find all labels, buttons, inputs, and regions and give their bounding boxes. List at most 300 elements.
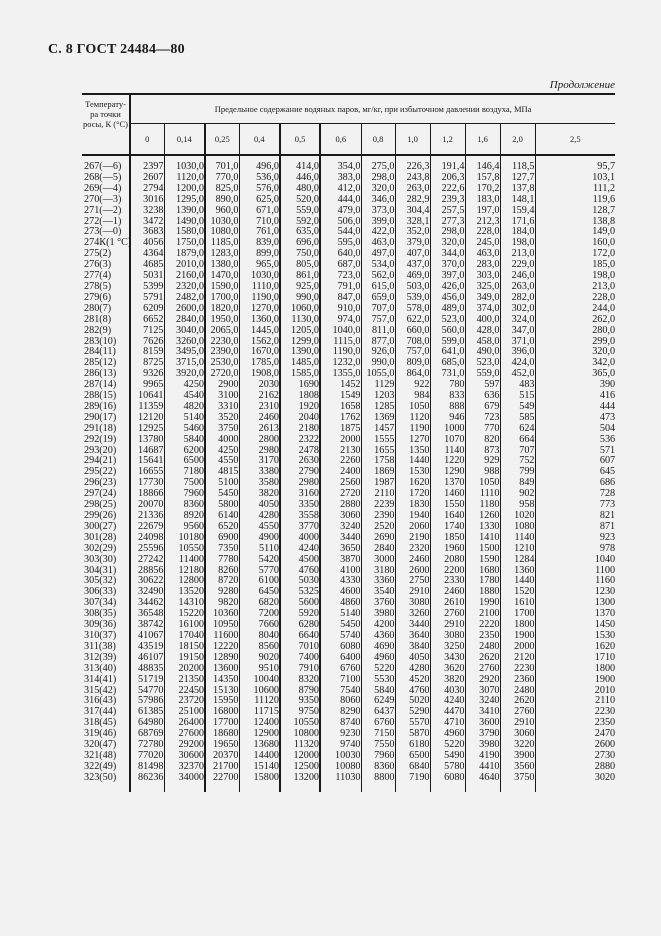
vapor-content-cell: 8159 xyxy=(130,347,164,358)
vapor-content-cell: 890,0 xyxy=(205,195,239,206)
vapor-content-cell: 21700 xyxy=(205,762,239,773)
vapor-content-cell: 9020 xyxy=(239,653,280,664)
vapor-content-cell: 9350 xyxy=(280,696,320,707)
vapor-content-cell: 1299,0 xyxy=(280,337,320,348)
dew-point-temperature-cell: 274К(1 °С) xyxy=(84,237,132,249)
vapor-content-cell: 1785,0 xyxy=(239,358,280,369)
vapor-content-cell: 3170 xyxy=(239,456,280,467)
vapor-content-cell: 3820 xyxy=(430,675,465,686)
vapor-content-cell: 1270,0 xyxy=(239,304,280,315)
vapor-content-cell: 13780 xyxy=(130,435,164,446)
dew-point-temperature-cell: 318(45) xyxy=(82,718,130,729)
vapor-content-cell: 723,0 xyxy=(320,271,361,282)
vapor-content-cell: 1115,0 xyxy=(320,337,361,348)
vapor-content-cell: 6249 xyxy=(361,696,395,707)
vapor-content-cell: 1040 xyxy=(535,555,615,566)
vapor-content-cell: 226,3 xyxy=(395,155,430,173)
vapor-content-cell: 479,0 xyxy=(320,206,361,217)
vapor-content-cell: 1129 xyxy=(361,380,395,391)
vapor-content-cell: 10550 xyxy=(280,718,320,729)
vapor-content-cell: 585 xyxy=(500,413,535,424)
vapor-content-cell: 825,0 xyxy=(205,184,239,195)
vapor-content-cell: 1020 xyxy=(500,511,535,522)
vapor-content-cell: 17040 xyxy=(164,631,205,642)
vapor-content-cell: 2350 xyxy=(465,631,500,642)
vapor-content-cell: 1000 xyxy=(430,424,465,435)
vapor-content-cell: 2750 xyxy=(395,576,430,587)
vapor-content-cell: 1295,0 xyxy=(164,195,205,206)
vapor-content-cell: 119,6 xyxy=(535,195,615,206)
vapor-content-cell: 1100 xyxy=(535,566,615,577)
vapor-content-cell: 2460 xyxy=(239,413,280,424)
vapor-content-cell: 910,0 xyxy=(320,304,361,315)
vapor-content-cell: 18680 xyxy=(205,729,239,740)
vapor-content-cell: 7550 xyxy=(361,740,395,751)
vapor-content-cell: 10641 xyxy=(130,391,164,402)
vapor-content-cell: 1190 xyxy=(395,424,430,435)
vapor-content-cell: 4240 xyxy=(280,544,320,555)
page-header: С. 8 ГОСТ 24484—80 xyxy=(48,42,185,57)
vapor-content-cell: 15800 xyxy=(239,773,280,792)
table-row xyxy=(82,664,615,675)
vapor-content-cell: 5325 xyxy=(280,587,320,598)
dew-point-temperature-cell: 275(2) xyxy=(82,249,130,260)
vapor-content-cell: 379,0 xyxy=(395,238,430,249)
vapor-content-cell: 437,0 xyxy=(395,260,430,271)
vapor-content-cell: 263,0 xyxy=(500,282,535,293)
vapor-content-cell: 1390,0 xyxy=(164,206,205,217)
vapor-content-cell: 1445,0 xyxy=(239,326,280,337)
vapor-content-cell: 328,1 xyxy=(395,217,430,228)
vapor-content-cell: 10040 xyxy=(239,675,280,686)
vapor-content-cell: 48835 xyxy=(130,664,164,675)
dew-point-temperature-cell: 269(—4) xyxy=(82,184,130,195)
vapor-content-cell: 1055,0 xyxy=(361,369,395,380)
vapor-content-cell: 6080 xyxy=(320,642,361,653)
vapor-content-cell: 576,0 xyxy=(239,184,280,195)
vapor-content-cell: 303,0 xyxy=(465,271,500,282)
vapor-content-cell: 1640 xyxy=(430,511,465,522)
pressure-header-cell: 0,5 xyxy=(280,124,320,156)
vapor-content-cell: 728 xyxy=(535,489,615,500)
vapor-content-cell: 4640 xyxy=(465,773,500,792)
vapor-content-cell: 1185,0 xyxy=(205,238,239,249)
vapor-content-cell: 29200 xyxy=(164,740,205,751)
vapor-content-cell: 8790 xyxy=(280,686,320,697)
pressure-header-cell: 2,5 xyxy=(535,124,615,156)
vapor-content-cell: 1690 xyxy=(280,380,320,391)
vapor-content-cell: 2480 xyxy=(500,686,535,697)
vapor-content-cell: 12120 xyxy=(130,413,164,424)
vapor-content-cell: 3430 xyxy=(430,653,465,664)
vapor-content-cell: 25100 xyxy=(164,707,205,718)
vapor-content-cell: 61385 xyxy=(130,707,164,718)
vapor-content-cell: 2400 xyxy=(320,467,361,478)
vapor-content-cell: 8560 xyxy=(239,642,280,653)
vapor-content-cell: 5399 xyxy=(130,282,164,293)
vapor-content-cell: 701,0 xyxy=(205,155,239,173)
dew-point-temperature-cell: 273(—0) xyxy=(82,227,130,238)
vapor-content-cell: 320,0 xyxy=(430,238,465,249)
vapor-content-cell: 2100 xyxy=(465,609,500,620)
vapor-content-cell: 374,0 xyxy=(465,304,500,315)
vapor-content-cell: 371,0 xyxy=(500,337,535,348)
vapor-content-cell: 3060 xyxy=(500,729,535,740)
dew-point-temperature-cell: 284(11) xyxy=(82,347,130,358)
vapor-content-cell: 4250 xyxy=(164,380,205,391)
vapor-content-cell: 671,0 xyxy=(239,206,280,217)
vapor-content-cell: 1360,0 xyxy=(239,315,280,326)
vapor-content-cell: 3760 xyxy=(361,598,395,609)
pressure-header-cell: 1,6 xyxy=(465,124,500,156)
vapor-content-cell: 7910 xyxy=(280,664,320,675)
vapor-content-cell: 9740 xyxy=(320,740,361,751)
vapor-content-cell: 2360 xyxy=(500,675,535,686)
vapor-content-cell: 3310 xyxy=(205,402,239,413)
vapor-content-cell: 2760 xyxy=(465,664,500,675)
vapor-content-cell: 902 xyxy=(500,489,535,500)
vapor-content-cell: 707 xyxy=(500,446,535,457)
vapor-content-cell: 7660 xyxy=(239,620,280,631)
vapor-content-cell: 2065,0 xyxy=(205,326,239,337)
vapor-content-cell: 8060 xyxy=(320,696,361,707)
dew-point-temperature-cell: 317(44) xyxy=(82,707,130,718)
vapor-content-cell: 172,0 xyxy=(535,249,615,260)
vapor-content-cell: 9280 xyxy=(205,587,239,598)
vapor-content-cell: 1390,0 xyxy=(280,347,320,358)
vapor-content-cell: 10550 xyxy=(164,544,205,555)
vapor-content-cell: 1260 xyxy=(465,511,500,522)
table-row xyxy=(82,555,615,566)
vapor-content-cell: 3220 xyxy=(500,740,535,751)
vapor-content-cell: 2220 xyxy=(465,620,500,631)
pressure-header-cell: 0,4 xyxy=(239,124,280,156)
vapor-content-cell: 72780 xyxy=(130,740,164,751)
vapor-content-cell: 4815 xyxy=(205,467,239,478)
vapor-content-cell: 8320 xyxy=(280,675,320,686)
vapor-content-cell: 64980 xyxy=(130,718,164,729)
vapor-content-cell: 1780 xyxy=(465,576,500,587)
vapor-content-cell: 222,6 xyxy=(430,184,465,195)
vapor-content-cell: 2720,0 xyxy=(205,369,239,380)
vapor-content-cell: 2800 xyxy=(239,435,280,446)
vapor-content-cell: 597 xyxy=(465,380,500,391)
vapor-content-cell: 7350 xyxy=(205,544,239,555)
vapor-content-cell: 4360 xyxy=(361,631,395,642)
vapor-content-cell: 397,0 xyxy=(430,271,465,282)
vapor-content-cell: 32370 xyxy=(164,762,205,773)
vapor-content-cell: 3260,0 xyxy=(164,337,205,348)
dew-point-temperature-cell: 304(31) xyxy=(82,566,130,577)
vapor-content-cell: 1987 xyxy=(361,478,395,489)
vapor-content-cell: 349,0 xyxy=(465,293,500,304)
pressure-header-cell: 2,0 xyxy=(500,124,535,156)
vapor-content-cell: 6400 xyxy=(320,653,361,664)
vapor-content-cell: 424,0 xyxy=(500,358,535,369)
vapor-content-cell: 1820,0 xyxy=(205,304,239,315)
vapor-content-cell: 2330 xyxy=(430,576,465,587)
vapor-content-cell: 10800 xyxy=(280,729,320,740)
vapor-content-cell: 3350 xyxy=(280,500,320,511)
vapor-content-cell: 5140 xyxy=(320,609,361,620)
vapor-content-cell: 3250 xyxy=(430,642,465,653)
vapor-content-cell: 5031 xyxy=(130,271,164,282)
vapor-content-cell: 19650 xyxy=(205,740,239,751)
vapor-content-cell: 595,0 xyxy=(320,238,361,249)
vapor-content-cell: 354,0 xyxy=(320,155,361,173)
vapor-content-cell: 27600 xyxy=(164,729,205,740)
vapor-content-cell: 536,0 xyxy=(239,173,280,184)
vapor-content-cell: 16655 xyxy=(130,467,164,478)
vapor-content-cell: 3260 xyxy=(395,609,430,620)
dew-point-temperature-cell: 319(46) xyxy=(82,729,130,740)
vapor-content-cell: 2390 xyxy=(361,511,395,522)
vapor-content-cell: 160,0 xyxy=(535,238,615,249)
vapor-content-cell: 3440 xyxy=(395,620,430,631)
vapor-content-cell: 14687 xyxy=(130,446,164,457)
vapor-content-cell: 1030,0 xyxy=(205,217,239,228)
vapor-content-cell: 1190,0 xyxy=(320,347,361,358)
vapor-content-cell: 1284 xyxy=(500,555,535,566)
vapor-content-cell: 984 xyxy=(395,391,430,402)
vapor-content-cell: 3980 xyxy=(465,740,500,751)
vapor-content-cell: 3000 xyxy=(361,555,395,566)
vapor-content-cell: 899,0 xyxy=(239,249,280,260)
vapor-content-cell: 2040 xyxy=(280,413,320,424)
vapor-content-cell: 974,0 xyxy=(320,315,361,326)
vapor-content-cell: 444 xyxy=(535,402,615,413)
vapor-content-cell: 4000 xyxy=(280,533,320,544)
vapor-content-cell: 257,5 xyxy=(430,206,465,217)
vapor-content-cell: 302,0 xyxy=(500,304,535,315)
vapor-content-cell: 137,8 xyxy=(500,184,535,195)
dew-point-temperature-cell: 301(28) xyxy=(82,533,130,544)
vapor-content-cell: 635,0 xyxy=(280,227,320,238)
vapor-content-cell: 22450 xyxy=(164,686,205,697)
vapor-content-cell: 4240 xyxy=(430,696,465,707)
vapor-content-cell: 6100 xyxy=(239,576,280,587)
vapor-content-cell: 51719 xyxy=(130,675,164,686)
vapor-content-cell: 244,0 xyxy=(535,304,615,315)
vapor-content-cell: 1880 xyxy=(465,587,500,598)
vapor-content-cell: 282,0 xyxy=(500,293,535,304)
dew-point-temperature-cell: 299(26) xyxy=(82,511,130,522)
vapor-content-cell: 10080 xyxy=(320,762,361,773)
vapor-content-cell: 4500 xyxy=(280,555,320,566)
vapor-content-cell: 18866 xyxy=(130,489,164,500)
vapor-content-cell: 8260 xyxy=(205,566,239,577)
vapor-content-cell: 399,0 xyxy=(361,217,395,228)
vapor-content-cell: 9965 xyxy=(130,380,164,391)
vapor-content-cell: 888 xyxy=(430,402,465,413)
vapor-content-cell: 352,0 xyxy=(395,227,430,238)
vapor-content-cell: 3380 xyxy=(239,467,280,478)
vapor-content-cell: 849 xyxy=(500,478,535,489)
vapor-content-cell: 770,0 xyxy=(205,173,239,184)
vapor-content-cell: 723 xyxy=(465,413,500,424)
vapor-content-cell: 6080 xyxy=(430,773,465,792)
vapor-content-cell: 2120 xyxy=(500,653,535,664)
vapor-content-cell: 342,0 xyxy=(535,358,615,369)
vapor-content-cell: 5600 xyxy=(280,598,320,609)
vapor-content-cell: 946 xyxy=(430,413,465,424)
vapor-content-cell: 86236 xyxy=(130,773,164,792)
vapor-content-cell: 5030 xyxy=(280,576,320,587)
vapor-content-cell: 1369 xyxy=(361,413,395,424)
vapor-content-cell: 5110 xyxy=(239,544,280,555)
vapor-content-cell: 4540 xyxy=(164,391,205,402)
vapor-content-cell: 3240 xyxy=(465,696,500,707)
vapor-content-cell: 1900 xyxy=(500,631,535,642)
vapor-content-cell: 346,0 xyxy=(361,195,395,206)
vapor-content-cell: 95,7 xyxy=(535,155,615,173)
vapor-content-cell: 5450 xyxy=(320,620,361,631)
vapor-content-cell: 4900 xyxy=(239,533,280,544)
vapor-content-cell: 1900 xyxy=(535,675,615,686)
vapor-content-cell: 504 xyxy=(535,424,615,435)
vapor-content-cell: 708,0 xyxy=(395,337,430,348)
vapor-content-cell: 298,0 xyxy=(361,173,395,184)
vapor-content-cell: 6640 xyxy=(280,631,320,642)
pressure-header-cell: 1,0 xyxy=(395,124,430,156)
dew-point-temperature-cell: 278(5) xyxy=(82,282,130,293)
vapor-content-cell: 864,0 xyxy=(395,369,430,380)
vapor-content-cell: 4364 xyxy=(130,249,164,260)
dew-point-temperature-cell: 316(43) xyxy=(82,696,130,707)
vapor-content-cell: 5800 xyxy=(205,500,239,511)
vapor-content-cell: 2110 xyxy=(361,489,395,500)
vapor-content-cell: 128,7 xyxy=(535,206,615,217)
table-row xyxy=(82,435,615,446)
dew-point-temperature-cell: 287(14) xyxy=(82,380,130,391)
vapor-content-cell: 3790 xyxy=(465,729,500,740)
vapor-content-cell: 428,0 xyxy=(465,326,500,337)
vapor-content-cell: 2230,0 xyxy=(205,337,239,348)
vapor-content-cell: 710,0 xyxy=(239,217,280,228)
vapor-content-cell: 12180 xyxy=(164,566,205,577)
vapor-content-cell: 1758 xyxy=(361,456,395,467)
vapor-content-cell: 5780 xyxy=(430,762,465,773)
vapor-content-cell: 559,0 xyxy=(465,369,500,380)
vapor-content-cell: 990,0 xyxy=(280,293,320,304)
vapor-content-cell: 2690 xyxy=(361,533,395,544)
vapor-content-cell: 11715 xyxy=(239,707,280,718)
vapor-content-cell: 4470 xyxy=(430,707,465,718)
vapor-content-cell: 46107 xyxy=(130,653,164,664)
vapor-content-cell: 1620 xyxy=(535,642,615,653)
vapor-content-cell: 3870 xyxy=(320,555,361,566)
vapor-content-cell: 103,1 xyxy=(535,173,615,184)
vapor-content-cell: 820 xyxy=(465,435,500,446)
vapor-content-cell: 925,0 xyxy=(280,282,320,293)
vapor-content-cell: 38742 xyxy=(130,620,164,631)
vapor-content-cell: 1920 xyxy=(280,402,320,413)
vapor-content-cell: 32490 xyxy=(130,587,164,598)
vapor-content-cell: 1450 xyxy=(535,620,615,631)
vapor-content-cell: 3840 xyxy=(395,642,430,653)
vapor-content-cell: 54770 xyxy=(130,686,164,697)
vapor-content-cell: 383,0 xyxy=(320,173,361,184)
vapor-content-cell: 2760 xyxy=(430,609,465,620)
continuation-label: Продолжение xyxy=(549,79,615,91)
vapor-content-cell: 496,0 xyxy=(239,155,280,173)
vapor-content-cell: 212,3 xyxy=(465,217,500,228)
vapor-content-cell: 9326 xyxy=(130,369,164,380)
vapor-content-cell: 320,0 xyxy=(535,347,615,358)
vapor-content-cell: 1500 xyxy=(465,544,500,555)
vapor-content-cell: 4190 xyxy=(465,751,500,762)
vapor-content-cell: 3600 xyxy=(465,718,500,729)
vapor-content-cell: 229,0 xyxy=(500,260,535,271)
vapor-content-cell: 2530,0 xyxy=(205,358,239,369)
vapor-content-cell: 5220 xyxy=(361,664,395,675)
vapor-content-cell: 12890 xyxy=(205,653,239,664)
vapor-content-cell: 2980 xyxy=(239,446,280,457)
vapor-content-cell: 539,0 xyxy=(395,293,430,304)
dew-point-temperature-cell: 285(12) xyxy=(82,358,130,369)
vapor-content-cell: 1875 xyxy=(320,424,361,435)
vapor-content-cell: 22679 xyxy=(130,522,164,533)
dew-point-temperature-cell: 312(39) xyxy=(82,653,130,664)
vapor-content-cell: 390 xyxy=(535,380,615,391)
dew-point-temperature-cell: 286(13) xyxy=(82,369,130,380)
vapor-content-cell: 2520 xyxy=(361,522,395,533)
vapor-content-cell: 14400 xyxy=(239,751,280,762)
vapor-content-cell: 7150 xyxy=(361,729,395,740)
vapor-content-cell: 2162 xyxy=(239,391,280,402)
vapor-content-cell: 2180 xyxy=(280,424,320,435)
vapor-content-cell: 1200,0 xyxy=(164,184,205,195)
vapor-content-cell: 7180 xyxy=(164,467,205,478)
vapor-content-cell: 515 xyxy=(500,391,535,402)
vapor-content-cell: 480,0 xyxy=(280,184,320,195)
vapor-content-cell: 2239 xyxy=(361,500,395,511)
vapor-content-cell: 978 xyxy=(535,544,615,555)
vapor-content-cell: 7190 xyxy=(395,773,430,792)
vapor-content-cell: 1230 xyxy=(535,587,615,598)
vapor-content-cell: 2910 xyxy=(395,587,430,598)
dew-point-temperature-cell: 290(17) xyxy=(82,413,130,424)
vapor-content-cell: 23720 xyxy=(164,696,205,707)
vapor-content-cell: 8290 xyxy=(320,707,361,718)
vapor-content-cell: 1655 xyxy=(361,446,395,457)
vapor-content-cell: 422,0 xyxy=(361,227,395,238)
vapor-content-cell: 5870 xyxy=(395,729,430,740)
vapor-content-cell: 599,0 xyxy=(430,337,465,348)
vapor-content-cell: 2460 xyxy=(430,587,465,598)
vapor-content-cell: 2030 xyxy=(239,380,280,391)
vapor-content-cell: 780 xyxy=(430,380,465,391)
pressure-header-cell: 0,14 xyxy=(164,124,205,156)
vapor-content-cell: 686 xyxy=(535,478,615,489)
vapor-content-cell: 773 xyxy=(535,500,615,511)
vapor-content-cell: 5220 xyxy=(430,740,465,751)
vapor-content-cell: 149,0 xyxy=(535,227,615,238)
vapor-content-cell: 1800 xyxy=(500,620,535,631)
vapor-content-cell: 6450 xyxy=(239,587,280,598)
vapor-content-cell: 2190 xyxy=(395,533,430,544)
vapor-content-cell: 2350 xyxy=(535,718,615,729)
vapor-content-cell: 7500 xyxy=(164,478,205,489)
vapor-content-cell: 456,0 xyxy=(430,293,465,304)
vapor-content-cell: 118,5 xyxy=(500,155,535,173)
vapor-content-cell: 111,2 xyxy=(535,184,615,195)
vapor-content-cell: 228,0 xyxy=(465,227,500,238)
vapor-content-cell: 41067 xyxy=(130,631,164,642)
vapor-content-cell: 11030 xyxy=(320,773,361,792)
vapor-content-cell: 170,2 xyxy=(465,184,500,195)
vapor-content-cell: 607 xyxy=(535,456,615,467)
